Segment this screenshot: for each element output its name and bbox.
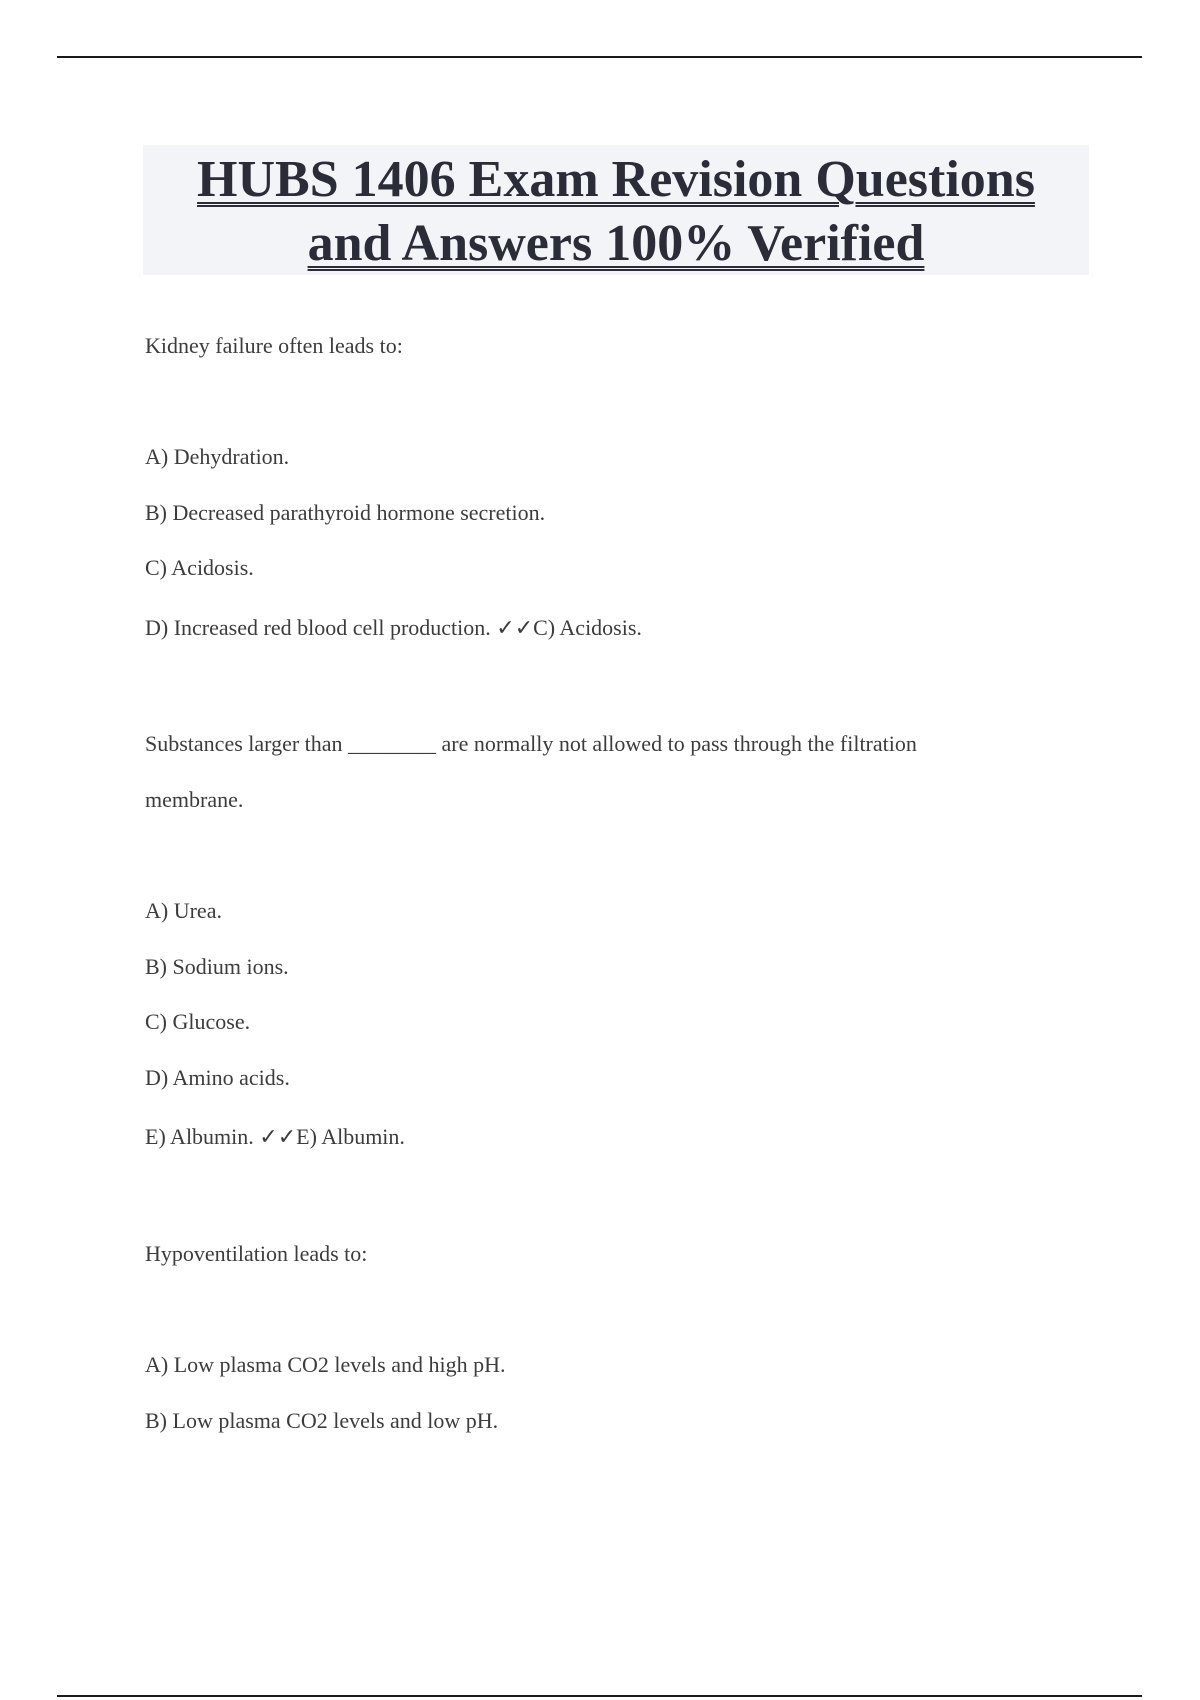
document-title: [143, 148, 1089, 276]
bottom-rule: [57, 1695, 1142, 1697]
title-line-1: HUBS 1406 Exam Revision Questions: [197, 151, 1035, 208]
question-1-option-b: B) Decreased parathyroid hormone secretion.: [145, 500, 546, 525]
question-1-option-a: A) Dehydration.: [145, 444, 290, 469]
question-1-option-c: C) Acidosis.: [145, 555, 254, 580]
question-2-option-b: B) Sodium ions.: [145, 954, 289, 979]
question-2-stem-line-2: membrane.: [145, 787, 244, 812]
top-rule: [57, 56, 1142, 58]
question-2-option-c: C) Glucose.: [145, 1009, 251, 1034]
question-2-option-e-answer: E) Albumin. ✓✓E) Albumin.: [145, 1124, 405, 1149]
question-2-option-a: A) Urea.: [145, 898, 222, 923]
question-3-stem: Hypoventilation leads to:: [145, 1241, 368, 1266]
question-2-stem-line-1: Substances larger than ________ are normally not allowed to pass through the filtration: [145, 731, 917, 756]
title-line-2: and Answers 100% Verified: [307, 215, 925, 272]
question-1-stem: Kidney failure often leads to:: [145, 333, 403, 358]
question-3-option-b: B) Low plasma CO2 levels and low pH.: [145, 1408, 499, 1433]
question-2-option-d: D) Amino acids.: [145, 1065, 290, 1090]
question-1-option-d-answer: D) Increased red blood cell production. ✓✓C) Acidosis.: [145, 615, 642, 640]
question-3-option-a: A) Low plasma CO2 levels and high pH.: [145, 1352, 506, 1377]
